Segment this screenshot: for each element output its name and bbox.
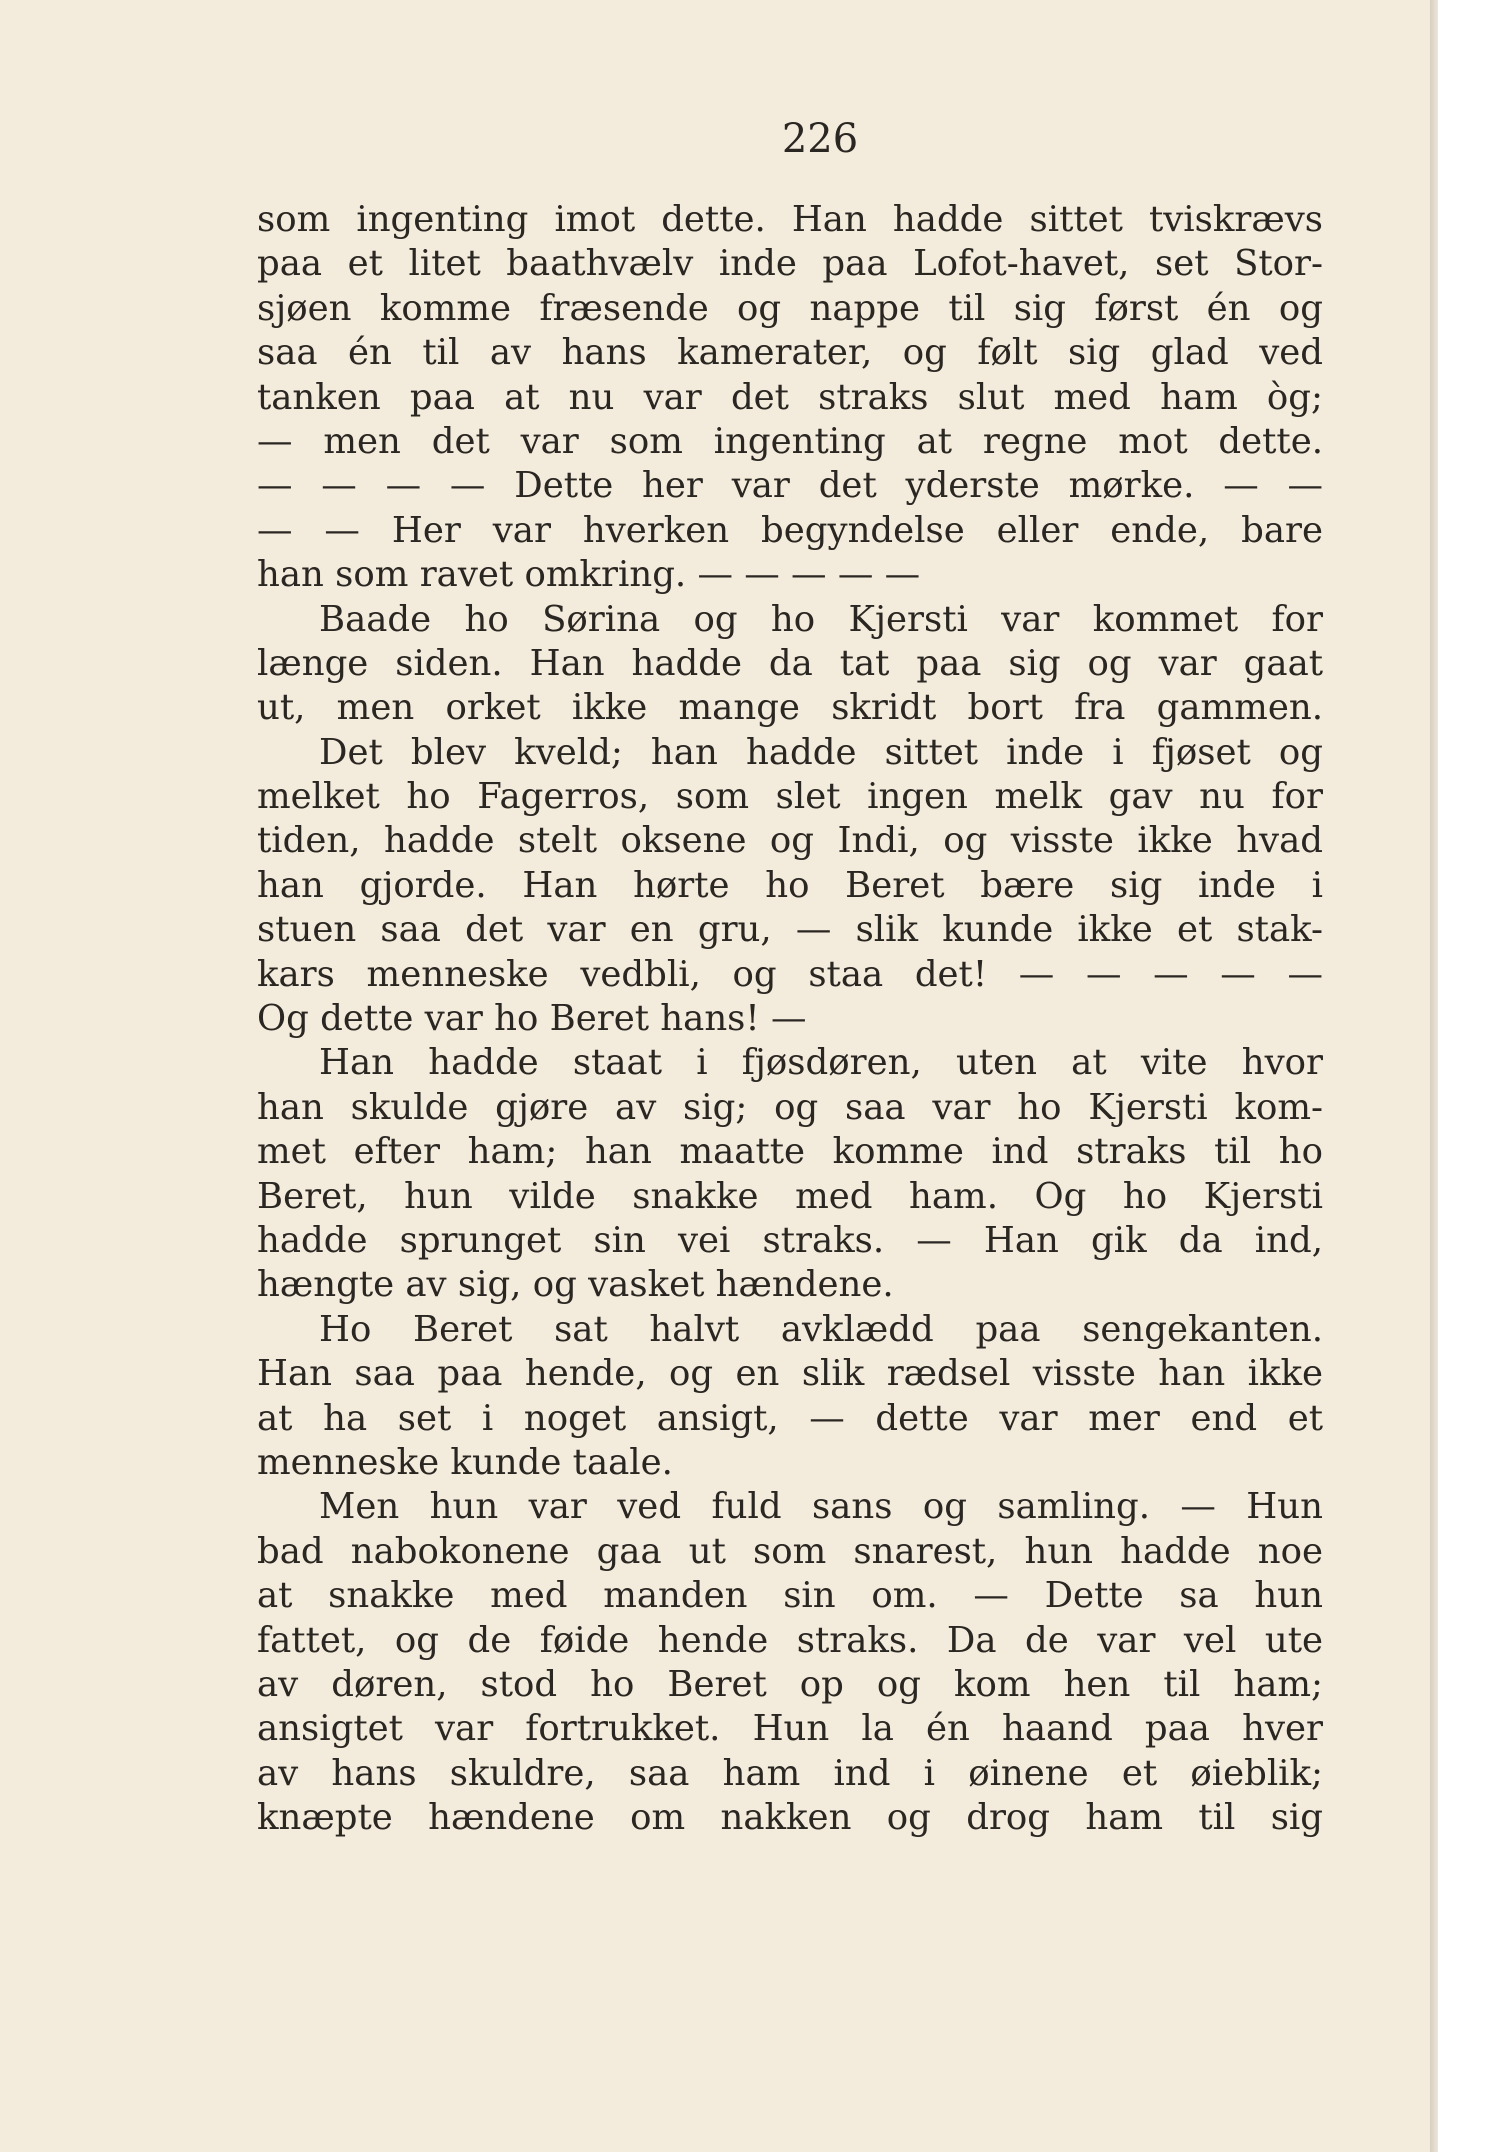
text-line: — — Her var hverken begyndelse eller ende, bare bbox=[257, 509, 1323, 551]
text-line: som ingenting imot dette. Han hadde sittet tviskrævs bbox=[257, 199, 1323, 240]
page-number: 226 bbox=[781, 116, 859, 162]
text-line: bad nabokonene gaa ut som snarest, hun hadde noe bbox=[257, 1530, 1323, 1572]
text-line: længe siden. Han hadde da tat paa sig og var gaat bbox=[257, 642, 1323, 684]
text-line: saa én til av hans kamerater, og følt sig glad ved bbox=[257, 332, 1323, 374]
text-line: ut, men orket ikke mange skridt bort fra gammen. bbox=[257, 687, 1323, 729]
text-line: Han hadde staat i fjøsdøren, uten at vite hvor bbox=[319, 1042, 1323, 1084]
text-line: hadde sprunget sin vei straks. — Han gik da ind, bbox=[257, 1219, 1323, 1261]
text-line: at ha set i noget ansigt, — dette var mer end et bbox=[257, 1397, 1323, 1439]
page-edge bbox=[1430, 0, 1438, 2152]
text-line: han gjorde. Han hørte ho Beret bære sig inde i bbox=[257, 864, 1323, 906]
text-line: kars menneske vedbli, og staa det! — — — — — bbox=[257, 953, 1323, 995]
text-line: ansigtet var fortrukket. Hun la én haand paa hver bbox=[257, 1708, 1323, 1750]
text-line: av hans skuldre, saa ham ind i øinene et øieblik; bbox=[257, 1752, 1323, 1794]
text-line: tiden, hadde stelt oksene og Indi, og visste ikke hvad bbox=[257, 820, 1323, 862]
text-line: knæpte hændene om nakken og drog ham til sig bbox=[257, 1797, 1323, 1839]
text-line: stuen saa det var en gru, — slik kunde ikke et stak- bbox=[257, 909, 1323, 951]
text-line: fattet, og de føide hende straks. Da de var vel ute bbox=[257, 1619, 1323, 1661]
text-line: hængte av sig, og vasket hændene. bbox=[257, 1264, 894, 1306]
text-line: melket ho Fagerros, som slet ingen melk gav nu for bbox=[257, 776, 1323, 818]
text-line: Ho Beret sat halvt avklædd paa sengekanten. bbox=[319, 1308, 1323, 1350]
text-line: menneske kunde taale. bbox=[257, 1441, 673, 1483]
text-line: met efter ham; han maatte komme ind straks til ho bbox=[257, 1131, 1323, 1173]
text-line: tanken paa at nu var det straks slut med ham òg; bbox=[257, 376, 1323, 418]
text-line: sjøen komme fræsende og nappe til sig først én og bbox=[257, 287, 1323, 329]
text-line: at snakke med manden sin om. — Dette sa hun bbox=[257, 1575, 1323, 1617]
text-line: — — — — Dette her var det yderste mørke. — — bbox=[257, 465, 1323, 507]
text-line: — men det var som ingenting at regne mot dette. bbox=[257, 420, 1323, 462]
text-line: Han saa paa hende, og en slik rædsel visste han ikke bbox=[257, 1353, 1323, 1395]
text-line: han som ravet omkring. — — — — — bbox=[257, 554, 921, 596]
text-line: Og dette var ho Beret hans! — bbox=[257, 998, 807, 1040]
text-line: Det blev kveld; han hadde sittet inde i fjøset og bbox=[319, 731, 1323, 773]
text-line: Beret, hun vilde snakke med ham. Og ho Kjersti bbox=[257, 1175, 1323, 1217]
text-line: paa et litet baathvælv inde paa Lofot-havet, set Stor- bbox=[257, 243, 1323, 285]
text-line: av døren, stod ho Beret op og kom hen til ham; bbox=[257, 1663, 1323, 1705]
text-line: Baade ho Sørina og ho Kjersti var kommet for bbox=[319, 598, 1323, 640]
text-line: han skulde gjøre av sig; og saa var ho Kjersti kom- bbox=[257, 1086, 1323, 1128]
body-text bbox=[257, 198, 1323, 1840]
text-line: Men hun var ved fuld sans og samling. — Hun bbox=[319, 1486, 1323, 1528]
